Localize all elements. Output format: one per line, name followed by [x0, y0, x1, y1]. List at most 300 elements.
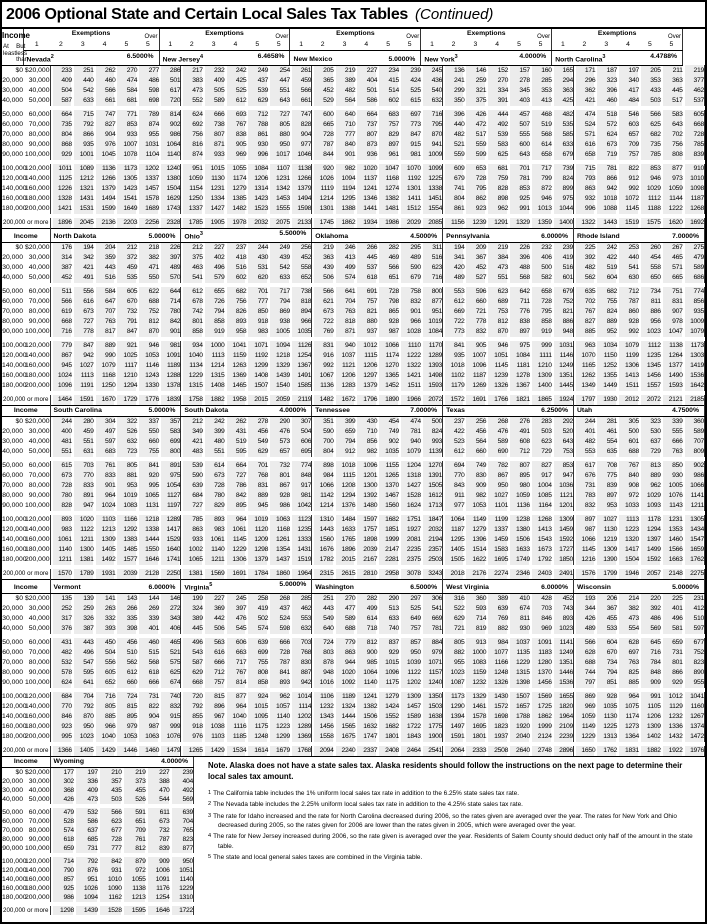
table-row [2, 184, 705, 194]
tax-amount-cell: 431 [225, 427, 247, 437]
tax-amount-cell: 781 [399, 427, 421, 437]
tax-amount-cell: 1351 [552, 658, 574, 668]
tax-amount-cell: 1632 [355, 722, 377, 732]
tax-amount-cell: 944 [334, 658, 356, 668]
tax-amount-cell: 738 [290, 287, 312, 297]
tax-amount-cell: 721 [464, 307, 486, 317]
tax-amount-cell: 1768 [290, 746, 312, 756]
tax-amount-cell: 1113 [617, 515, 639, 525]
tax-amount-cell: 1265 [377, 471, 399, 481]
tax-amount-cell: 1338 [137, 525, 159, 535]
state-rate: 5.0000% [148, 233, 176, 241]
tax-amount-cell: 418 [225, 253, 247, 263]
tax-amount-cell: 781 [421, 624, 443, 634]
tax-amount-cell: 633 [552, 140, 574, 150]
tax-amount-cell: 523 [443, 437, 465, 447]
tax-amount-cell: 569 [639, 624, 661, 634]
tax-amount-cell: 506 [203, 624, 225, 634]
state-name: Wisconsin [577, 584, 611, 592]
tax-amount-cell: 1766 [486, 395, 508, 405]
tax-amount-cell: 489 [159, 263, 181, 273]
tax-amount-cell: 670 [115, 297, 137, 307]
tax-amount-cell: 1240 [159, 164, 181, 174]
tax-amount-cell: 717 [225, 658, 247, 668]
tax-amount-cell: 1821 [508, 395, 530, 405]
tax-amount-cell: 1192 [246, 351, 268, 361]
tax-amount-cell: 144 [137, 594, 159, 605]
tax-amount-cell: 1054 [159, 481, 181, 491]
tax-amount-cell: 690 [486, 447, 508, 457]
tax-amount-cell: 878 [312, 658, 334, 668]
tax-amount-cell: 1084 [246, 164, 268, 174]
income-at-least-cell: 30,000 [2, 615, 23, 623]
tax-amount-cell: 1400 [530, 381, 552, 391]
table-row [2, 204, 705, 214]
tax-amount-cell: 964 [94, 491, 116, 501]
tax-amount-cell: 1156 [443, 218, 465, 228]
tax-amount-cell: 702 [574, 297, 596, 307]
tax-amount-cell: 1413 [617, 371, 639, 381]
tax-amount-cell: 1028 [399, 327, 421, 337]
tax-amount-cell: 1136 [508, 501, 530, 511]
tax-amount-cell: 1140 [170, 875, 194, 884]
tax-amount-cell: 1380 [159, 174, 181, 184]
tax-amount-cell: 918 [181, 722, 203, 732]
state-header [421, 50, 552, 65]
tax-amount-cell: 1047 [377, 164, 399, 174]
tax-amount-cell: 1512 [399, 204, 421, 214]
income-less-than-cell: 120,000 [24, 693, 50, 701]
tax-amount-cell: 827 [530, 461, 552, 471]
tax-amount-cell: 698 [137, 96, 159, 106]
tax-amount-cell: 643 [552, 437, 574, 447]
tax-amount-cell: 1309 [552, 515, 574, 525]
tax-amount-cell: 1663 [661, 555, 683, 565]
tax-amount-cell: 556 [94, 658, 116, 668]
tax-amount-cell: 767 [225, 668, 247, 678]
tax-amount-cell: 1053 [137, 351, 159, 361]
tax-amount-cell: 1465 [225, 381, 247, 391]
tax-amount-cell: 2059 [268, 395, 290, 405]
table-row [2, 604, 705, 614]
state-header [181, 580, 312, 594]
tax-amount-cell: 1329 [464, 692, 486, 702]
tax-amount-cell: 917 [290, 481, 312, 491]
tax-amount-cell: 551 [203, 447, 225, 457]
income-less-than-cell: 90,000 [23, 140, 50, 150]
tax-amount-cell: 1309 [530, 371, 552, 381]
income-at-least-cell: $0 [15, 769, 23, 777]
tax-amount-cell: 278 [246, 417, 268, 428]
tax-amount-cell: 555 [661, 427, 683, 437]
income-at-least-cell: 30,000 [2, 86, 23, 94]
tax-amount-cell: 535 [552, 120, 574, 130]
tax-amount-cell: 682 [595, 287, 617, 297]
tax-amount-cell: 1115 [355, 351, 377, 361]
wyoming-band [2, 756, 705, 915]
tax-amount-cell: 194 [72, 243, 94, 254]
state-header [50, 580, 181, 594]
tax-amount-cell: 1330 [137, 381, 159, 391]
tax-amount-cell: 1391 [421, 471, 443, 481]
tax-amount-cell: 893 [203, 515, 225, 525]
tax-amount-cell: 2346 [508, 569, 530, 579]
tax-amount-cell: 486 [137, 76, 159, 86]
tax-amount-cell: 1622 [464, 555, 486, 565]
tax-amount-cell: 1657 [508, 702, 530, 712]
tax-amount-cell: 517 [464, 130, 486, 140]
tax-amount-cell: 459 [72, 427, 94, 437]
tax-amount-cell: 1572 [443, 395, 465, 405]
tax-amount-cell: 952 [595, 327, 617, 337]
tax-amount-cell: 653 [464, 164, 486, 174]
tax-amount-cell: 738 [203, 120, 225, 130]
tax-amount-cell: 1292 [115, 525, 137, 535]
tax-amount-cell: 685 [74, 835, 98, 844]
tax-amount-cell: 955 [683, 678, 705, 688]
tax-amount-cell: 1745 [312, 218, 334, 228]
table-row [2, 893, 194, 902]
tax-amount-cell: 465 [159, 638, 181, 648]
tax-amount-cell: 1010 [683, 174, 705, 184]
income-less-than-cell: 30,000 [23, 253, 50, 263]
tax-amount-cell: 787 [617, 297, 639, 307]
tax-amount-cell: 1727 [552, 545, 574, 555]
tax-amount-cell: 1599 [94, 204, 116, 214]
tax-amount-cell: 1183 [530, 648, 552, 658]
tax-amount-cell: 777 [334, 130, 356, 140]
tax-amount-cell: 2464 [399, 746, 421, 756]
tax-amount-cell: 1070 [399, 164, 421, 174]
tax-amount-cell: 1110 [399, 341, 421, 351]
tax-amount-cell: 881 [115, 471, 137, 481]
tax-amount-cell: 752 [137, 307, 159, 317]
tax-amount-cell: 1536 [683, 371, 705, 381]
tax-amount-cell: 1117 [115, 361, 137, 371]
tax-amount-cell: 1369 [225, 371, 247, 381]
tax-amount-cell: 700 [312, 437, 334, 447]
tax-amount-cell: 816 [181, 140, 203, 150]
over-five-header: 5 [661, 39, 683, 50]
tax-amount-cell: 343 [159, 614, 181, 624]
tax-amount-cell: 314 [50, 253, 72, 263]
tax-amount-cell: 1122 [72, 525, 94, 535]
tax-amount-cell: 1254 [290, 351, 312, 361]
tax-amount-cell: 1482 [225, 204, 247, 214]
tax-amount-cell: 334 [486, 86, 508, 96]
tax-amount-cell: 143 [115, 594, 137, 605]
tax-amount-cell: 946 [639, 174, 661, 184]
tax-amount-cell: 1023 [443, 668, 465, 678]
income-range-cell: 200,000 or more [3, 218, 49, 226]
tax-amount-cell: 1102 [443, 371, 465, 381]
tax-amount-cell: 1456 [312, 722, 334, 732]
tax-amount-cell: 868 [50, 140, 72, 150]
tax-amount-cell: 582 [530, 273, 552, 283]
tax-amount-cell: 1020 [72, 515, 94, 525]
tax-amount-cell: 858 [530, 317, 552, 327]
state-rate: 5.0000% [279, 581, 307, 589]
tax-amount-cell: 2057 [639, 569, 661, 579]
tax-amount-cell: 563 [203, 638, 225, 648]
tax-amount-cell: 981 [399, 150, 421, 160]
tax-amount-cell: 867 [486, 471, 508, 481]
tax-amount-cell: 1289 [159, 515, 181, 525]
tax-amount-cell: 1958 [225, 395, 247, 405]
table-row [2, 638, 705, 648]
tax-amount-cell: 1006 [146, 866, 170, 875]
tax-amount-cell: 609 [443, 164, 465, 174]
tax-amount-cell: 779 [334, 638, 356, 648]
income-less-than-cell: 100,000 [24, 328, 50, 336]
tax-amount-cell: 908 [617, 481, 639, 491]
tax-amount-cell: 902 [377, 437, 399, 447]
state-name: Utah [577, 407, 593, 415]
tax-amount-cell: 1012 [355, 341, 377, 351]
state-header [443, 228, 574, 242]
tax-amount-cell: 409 [203, 76, 225, 86]
tax-amount-cell: 1266 [94, 174, 116, 184]
tax-amount-cell: 1405 [94, 545, 116, 555]
tax-amount-cell: 1843 [399, 732, 421, 742]
tax-amount-cell: 547 [72, 658, 94, 668]
tax-amount-cell: 584 [94, 287, 116, 297]
state-header [181, 406, 312, 417]
tax-amount-cell: 433 [639, 86, 661, 96]
tax-amount-cell: 1020 [355, 164, 377, 174]
state-name: Wyoming [53, 758, 84, 766]
tax-amount-cell: 1026 [74, 884, 98, 893]
tax-amount-cell: 2109 [552, 722, 574, 732]
tax-amount-cell: 966 [290, 317, 312, 327]
tax-amount-cell: 1775 [421, 722, 443, 732]
tax-amount-cell: 553 [290, 614, 312, 624]
tax-amount-cell: 814 [225, 678, 247, 688]
tax-amount-cell: 465 [661, 253, 683, 263]
tax-amount-cell: 443 [94, 263, 116, 273]
tax-amount-cell: 396 [508, 253, 530, 263]
tax-amount-cell: 615 [50, 461, 72, 471]
tax-amount-cell: 639 [181, 481, 203, 491]
tax-amount-cell: 644 [159, 287, 181, 297]
tax-amount-cell: 362 [574, 86, 596, 96]
tax-amount-cell: 225 [574, 243, 596, 254]
tax-amount-cell: 1797 [574, 395, 596, 405]
tax-amount-cell: 933 [115, 130, 137, 140]
exemption-count-header: 5 [246, 39, 268, 50]
tax-amount-cell: 531 [246, 263, 268, 273]
income-at-least-cell: 120,000 [2, 703, 27, 711]
table-row [2, 395, 705, 405]
tax-amount-cell: 596 [464, 287, 486, 297]
tax-amount-cell: 828 [50, 501, 72, 511]
tax-amount-cell: 1692 [683, 218, 705, 228]
tax-amount-cell: 1137 [355, 174, 377, 184]
tax-amount-cell: 1179 [443, 381, 465, 391]
tax-amount-cell: 2040 [508, 732, 530, 742]
income-at-least-cell: 40,000 [2, 96, 23, 104]
tax-amount-cell: 1419 [683, 361, 705, 371]
tax-amount-cell: 1157 [421, 668, 443, 678]
tax-amount-cell: 1366 [50, 746, 72, 756]
tax-amount-cell: 462 [683, 86, 705, 96]
tax-amount-cell: 857 [50, 875, 74, 884]
tax-amount-cell: 942 [290, 678, 312, 688]
tax-amount-cell: 2039 [115, 569, 137, 579]
income-column-header: Income [2, 406, 50, 417]
tax-amount-cell: 890 [683, 668, 705, 678]
tax-amount-cell: 909 [639, 678, 661, 688]
tax-amount-cell: 1497 [443, 722, 465, 732]
income-at-least-cell: 20,000 [2, 254, 23, 262]
tax-amount-cell: 1472 [683, 732, 705, 742]
tax-amount-cell: 794 [203, 307, 225, 317]
tax-amount-cell: 392 [574, 253, 596, 263]
tax-amount-cell: 1519 [290, 555, 312, 565]
tax-amount-cell: 589 [486, 437, 508, 447]
tax-amount-cell: 982 [464, 491, 486, 501]
tax-amount-cell: 1084 [421, 327, 443, 337]
tax-amount-cell: 553 [574, 447, 596, 457]
tax-amount-cell: 1427 [399, 481, 421, 491]
tax-amount-cell: 778 [464, 317, 486, 327]
tax-amount-cell: 473 [486, 263, 508, 273]
tax-amount-cell: 589 [334, 614, 356, 624]
tax-amount-cell: 981 [290, 491, 312, 501]
tax-amount-cell: 889 [639, 471, 661, 481]
tax-amount-cell: 870 [137, 327, 159, 337]
tax-amount-cell: 787 [146, 835, 170, 844]
tax-amount-cell: 660 [464, 447, 486, 457]
income-less-than-cell: 60,000 [23, 638, 50, 648]
income-at-least-cell: 120,000 [2, 352, 27, 360]
income-less-than-cell: 120,000 [24, 342, 50, 350]
tax-amount-cell: 1400 [552, 218, 574, 228]
tax-amount-cell: 753 [486, 307, 508, 317]
tax-amount-cell: 790 [50, 866, 74, 875]
tax-amount-cell: 831 [246, 481, 268, 491]
tax-amount-cell: 399 [334, 417, 356, 428]
tax-amount-cell: 219 [334, 65, 356, 76]
tax-amount-cell: 1309 [399, 692, 421, 702]
tax-amount-cell: 942 [595, 184, 617, 194]
state-rate: 6.5000% [410, 584, 438, 592]
tax-amount-cell: 2119 [290, 395, 312, 405]
tax-amount-cell: 546 [617, 110, 639, 120]
state-rate: 5.0000% [672, 584, 699, 592]
income-less-than-cell: 60,000 [23, 110, 50, 120]
tax-amount-cell: 1252 [595, 361, 617, 371]
page-title [2, 2, 705, 29]
tax-amount-cell: 1328 [50, 194, 72, 204]
income-at-least-cell: 90,000 [2, 845, 23, 853]
tax-amount-cell: 2147 [377, 545, 399, 555]
table-row [2, 150, 705, 160]
tax-amount-cell: 1146 [137, 361, 159, 371]
tax-amount-cell: 549 [312, 614, 334, 624]
tax-amount-cell: 781 [508, 174, 530, 184]
tax-amount-cell: 701 [508, 164, 530, 174]
tax-amount-cell: 227 [203, 594, 225, 605]
exemption-count-header: 2 [312, 39, 334, 50]
tax-amount-cell: 855 [181, 712, 203, 722]
tax-amount-cell: 756 [181, 130, 203, 140]
tax-amount-cell: 1722 [170, 906, 194, 915]
tax-amount-cell: 843 [443, 481, 465, 491]
tax-amount-cell: 1423 [115, 184, 137, 194]
tax-amount-cell: 2333 [464, 746, 486, 756]
tax-amount-cell: 270 [334, 594, 356, 605]
tax-amount-cell: 689 [486, 297, 508, 307]
tax-amount-cell: 1431 [72, 194, 94, 204]
tax-amount-cell: 1187 [683, 194, 705, 204]
tax-amount-cell: 779 [50, 341, 72, 351]
tax-amount-cell: 741 [443, 184, 465, 194]
tax-amount-cell: 920 [137, 471, 159, 481]
income-less-than-cell: 160,000 [24, 362, 50, 370]
tax-amount-cell: 804 [312, 447, 334, 457]
tax-amount-cell: 981 [159, 341, 181, 351]
table-row [2, 722, 705, 732]
tax-amount-cell: 1576 [574, 569, 596, 579]
tax-amount-cell: 1920 [508, 722, 530, 732]
tax-amount-cell: 1725 [530, 702, 552, 712]
tax-amount-cell: 805 [94, 702, 116, 712]
tax-amount-cell: 640 [312, 624, 334, 634]
tax-amount-cell: 252 [50, 604, 72, 614]
tax-amount-cell: 272 [159, 604, 181, 614]
tax-amount-cell: 1796 [355, 395, 377, 405]
tax-amount-cell: 316 [443, 594, 465, 605]
state-name: South Dakota [184, 407, 229, 415]
tax-amount-cell: 676 [574, 471, 596, 481]
tax-amount-cell: 285 [530, 76, 552, 86]
tax-amount-cell: 722 [312, 317, 334, 327]
income-at-least-cell: 100,000 [2, 516, 27, 524]
table-row [2, 427, 705, 437]
tax-amount-cell: 1189 [334, 692, 356, 702]
tax-amount-cell: 1159 [464, 668, 486, 678]
tax-amount-cell: 1175 [377, 678, 399, 688]
tax-amount-cell: 1411 [399, 194, 421, 204]
table-row [2, 194, 705, 204]
tax-amount-cell: 551 [50, 447, 72, 457]
exemption-count-header: 1 [23, 39, 50, 50]
tax-amount-cell: 1206 [246, 174, 268, 184]
tax-amount-cell: 606 [290, 437, 312, 447]
state-header [443, 580, 574, 594]
tax-amount-cell: 1189 [159, 361, 181, 371]
tax-amount-cell: 1862 [334, 218, 356, 228]
tax-amount-cell: 728 [464, 174, 486, 184]
tax-amount-cell: 823 [683, 658, 705, 668]
tax-amount-cell: 437 [246, 76, 268, 86]
exemption-count-header: 4 [486, 39, 508, 50]
tax-amount-cell: 893 [50, 515, 72, 525]
tax-amount-cell: 842 [159, 317, 181, 327]
tax-amount-cell: 928 [377, 317, 399, 327]
tax-amount-cell: 526 [122, 795, 146, 804]
tax-amount-cell: 297 [399, 594, 421, 605]
tax-amount-cell: 1031 [137, 140, 159, 150]
tax-amount-cell: 1173 [443, 692, 465, 702]
tax-amount-cell: 481 [50, 437, 72, 447]
tax-amount-cell: 187 [595, 65, 617, 76]
income-at-least-cell: 50,000 [2, 288, 23, 296]
tax-amount-cell: 1543 [530, 535, 552, 545]
tax-amount-cell: 777 [98, 844, 122, 853]
income-less-than-cell: 120,000 [24, 516, 50, 524]
